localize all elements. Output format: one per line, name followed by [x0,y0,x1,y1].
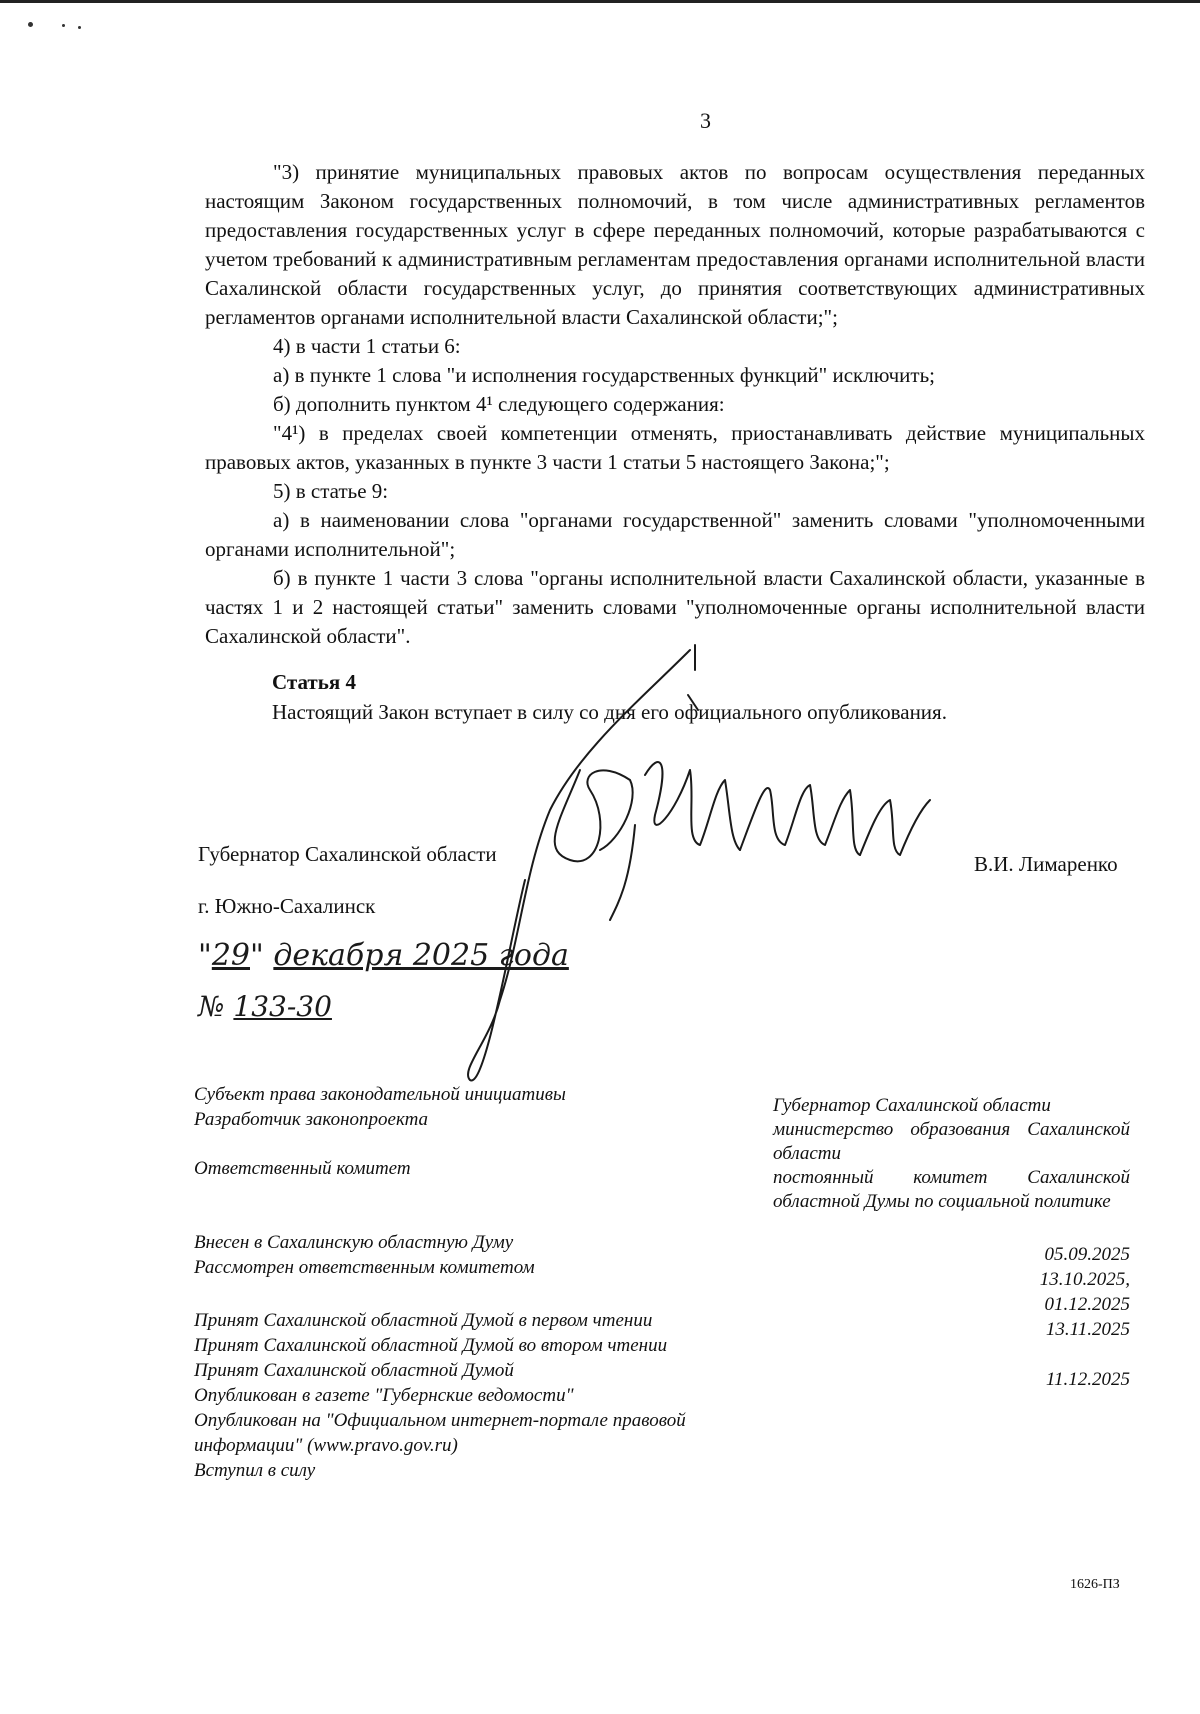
submitted-label: Внесен в Сахалинскую областную Думу [194,1232,514,1253]
second-reading-label: Принят Сахалинской областной Думой во втором чтении [194,1335,668,1356]
date-first-reading: 13.11.2025 [1045,1319,1130,1340]
developer-value: министерство образования Сахалинской области [773,1119,1130,1164]
first-reading-label: Принят Сахалинской областной Думой в первом чтении [194,1310,653,1331]
signatory-position: Губернатор Сахалинской области [198,842,497,866]
date-submitted: 05.09.2025 [1044,1244,1130,1265]
law-body-text [205,158,1145,651]
initiative-details [773,1094,1130,1214]
adopted-label: Принят Сахалинской областной Думой [194,1360,514,1381]
document-code: 1626-ПЗ [1070,1577,1120,1592]
signing-city: г. Южно-Сахалинск [198,894,376,918]
subject-value: Губернатор Сахалинской области [773,1095,1051,1116]
scan-speck [62,24,65,27]
paragraph-part-4: 4) в части 1 статьи 6: [273,334,461,358]
handwritten-month-year: декабря 2025 года [273,938,569,973]
scan-speck [28,22,33,27]
paragraph-sub-b: б) дополнить пунктом 4¹ следующего содержания: [273,392,725,416]
page-number: 3 [700,108,711,133]
article-title: Статья 4 [272,670,356,694]
in-force-label: Вступил в силу [194,1460,316,1481]
date-reviewed-2: 01.12.2025 [1044,1294,1130,1315]
handwritten-law-number: № 133-30 [198,990,332,1023]
subject-label: Субъект права законодательной инициативы [194,1084,566,1105]
paragraph-part-5: 5) в статье 9: [273,479,389,503]
handwritten-date: "29" декабря 2025 года [198,938,569,973]
paragraph-item-3: "3) принятие муниципальных правовых актов по вопросам осуществления переданных настоящим Законом государственных полномочий, в том числе административных регламентов предоставления государственных услуг в сфере переданных полномочий, которые разрабатываются с учетом требований к административным регламентам предоставления органами исполнительной власти Сахалинской области государственных услуг, до принятия соответствующих административных регламентов органами исполнительной власти Сахалинской области;"; [205,160,1145,329]
paragraph-item-4-1: "4¹) в пределах своей компетенции отменять, приостанавливать действие муниципальных правовых актов, указанных в пункте 3 части 1 статьи 5 настоящего Закона;"; [205,421,1145,474]
scan-speck [78,26,81,29]
date-adopted: 11.12.2025 [1045,1369,1130,1390]
paragraph-sub-a: а) в пункте 1 слова "и исполнения государственных функций" исключить; [273,363,936,387]
paragraph-sub-b-2: б) в пункте 1 части 3 слова "органы исполнительной власти Сахалинской области, указанные в частях 1 и 2 настоящей статьи" заменить словами "уполномоченные органы исполнительной власти Сахалинской области". [205,566,1145,648]
developer-label: Разработчик законопроекта [194,1109,429,1130]
date-reviewed-1: 13.10.2025, [1039,1269,1130,1290]
committee-value: постоянный комитет Сахалинской областной Думы по социальной политике [773,1167,1130,1212]
published-portal-label: Опубликован на "Официальном интернет-портале правовой информации" (www.pravo.gov.ru) [194,1410,686,1456]
reviewed-label: Рассмотрен ответственным комитетом [194,1257,535,1278]
signatory-name: В.И. Лимаренко [974,852,1118,876]
published-newspaper-label: Опубликован в газете "Губернские ведомости" [194,1385,574,1406]
signature-image [440,640,980,1090]
article-text: Настоящий Закон вступает в силу со дня его официального опубликования. [272,700,947,724]
paragraph-sub-a-2: а) в наименовании слова "органами государственной" заменить словами "уполномоченными органами исполнительной"; [205,508,1145,561]
committee-label: Ответственный комитет [194,1158,411,1179]
handwritten-day: 29 [211,938,250,973]
scan-top-edge [0,0,1200,3]
